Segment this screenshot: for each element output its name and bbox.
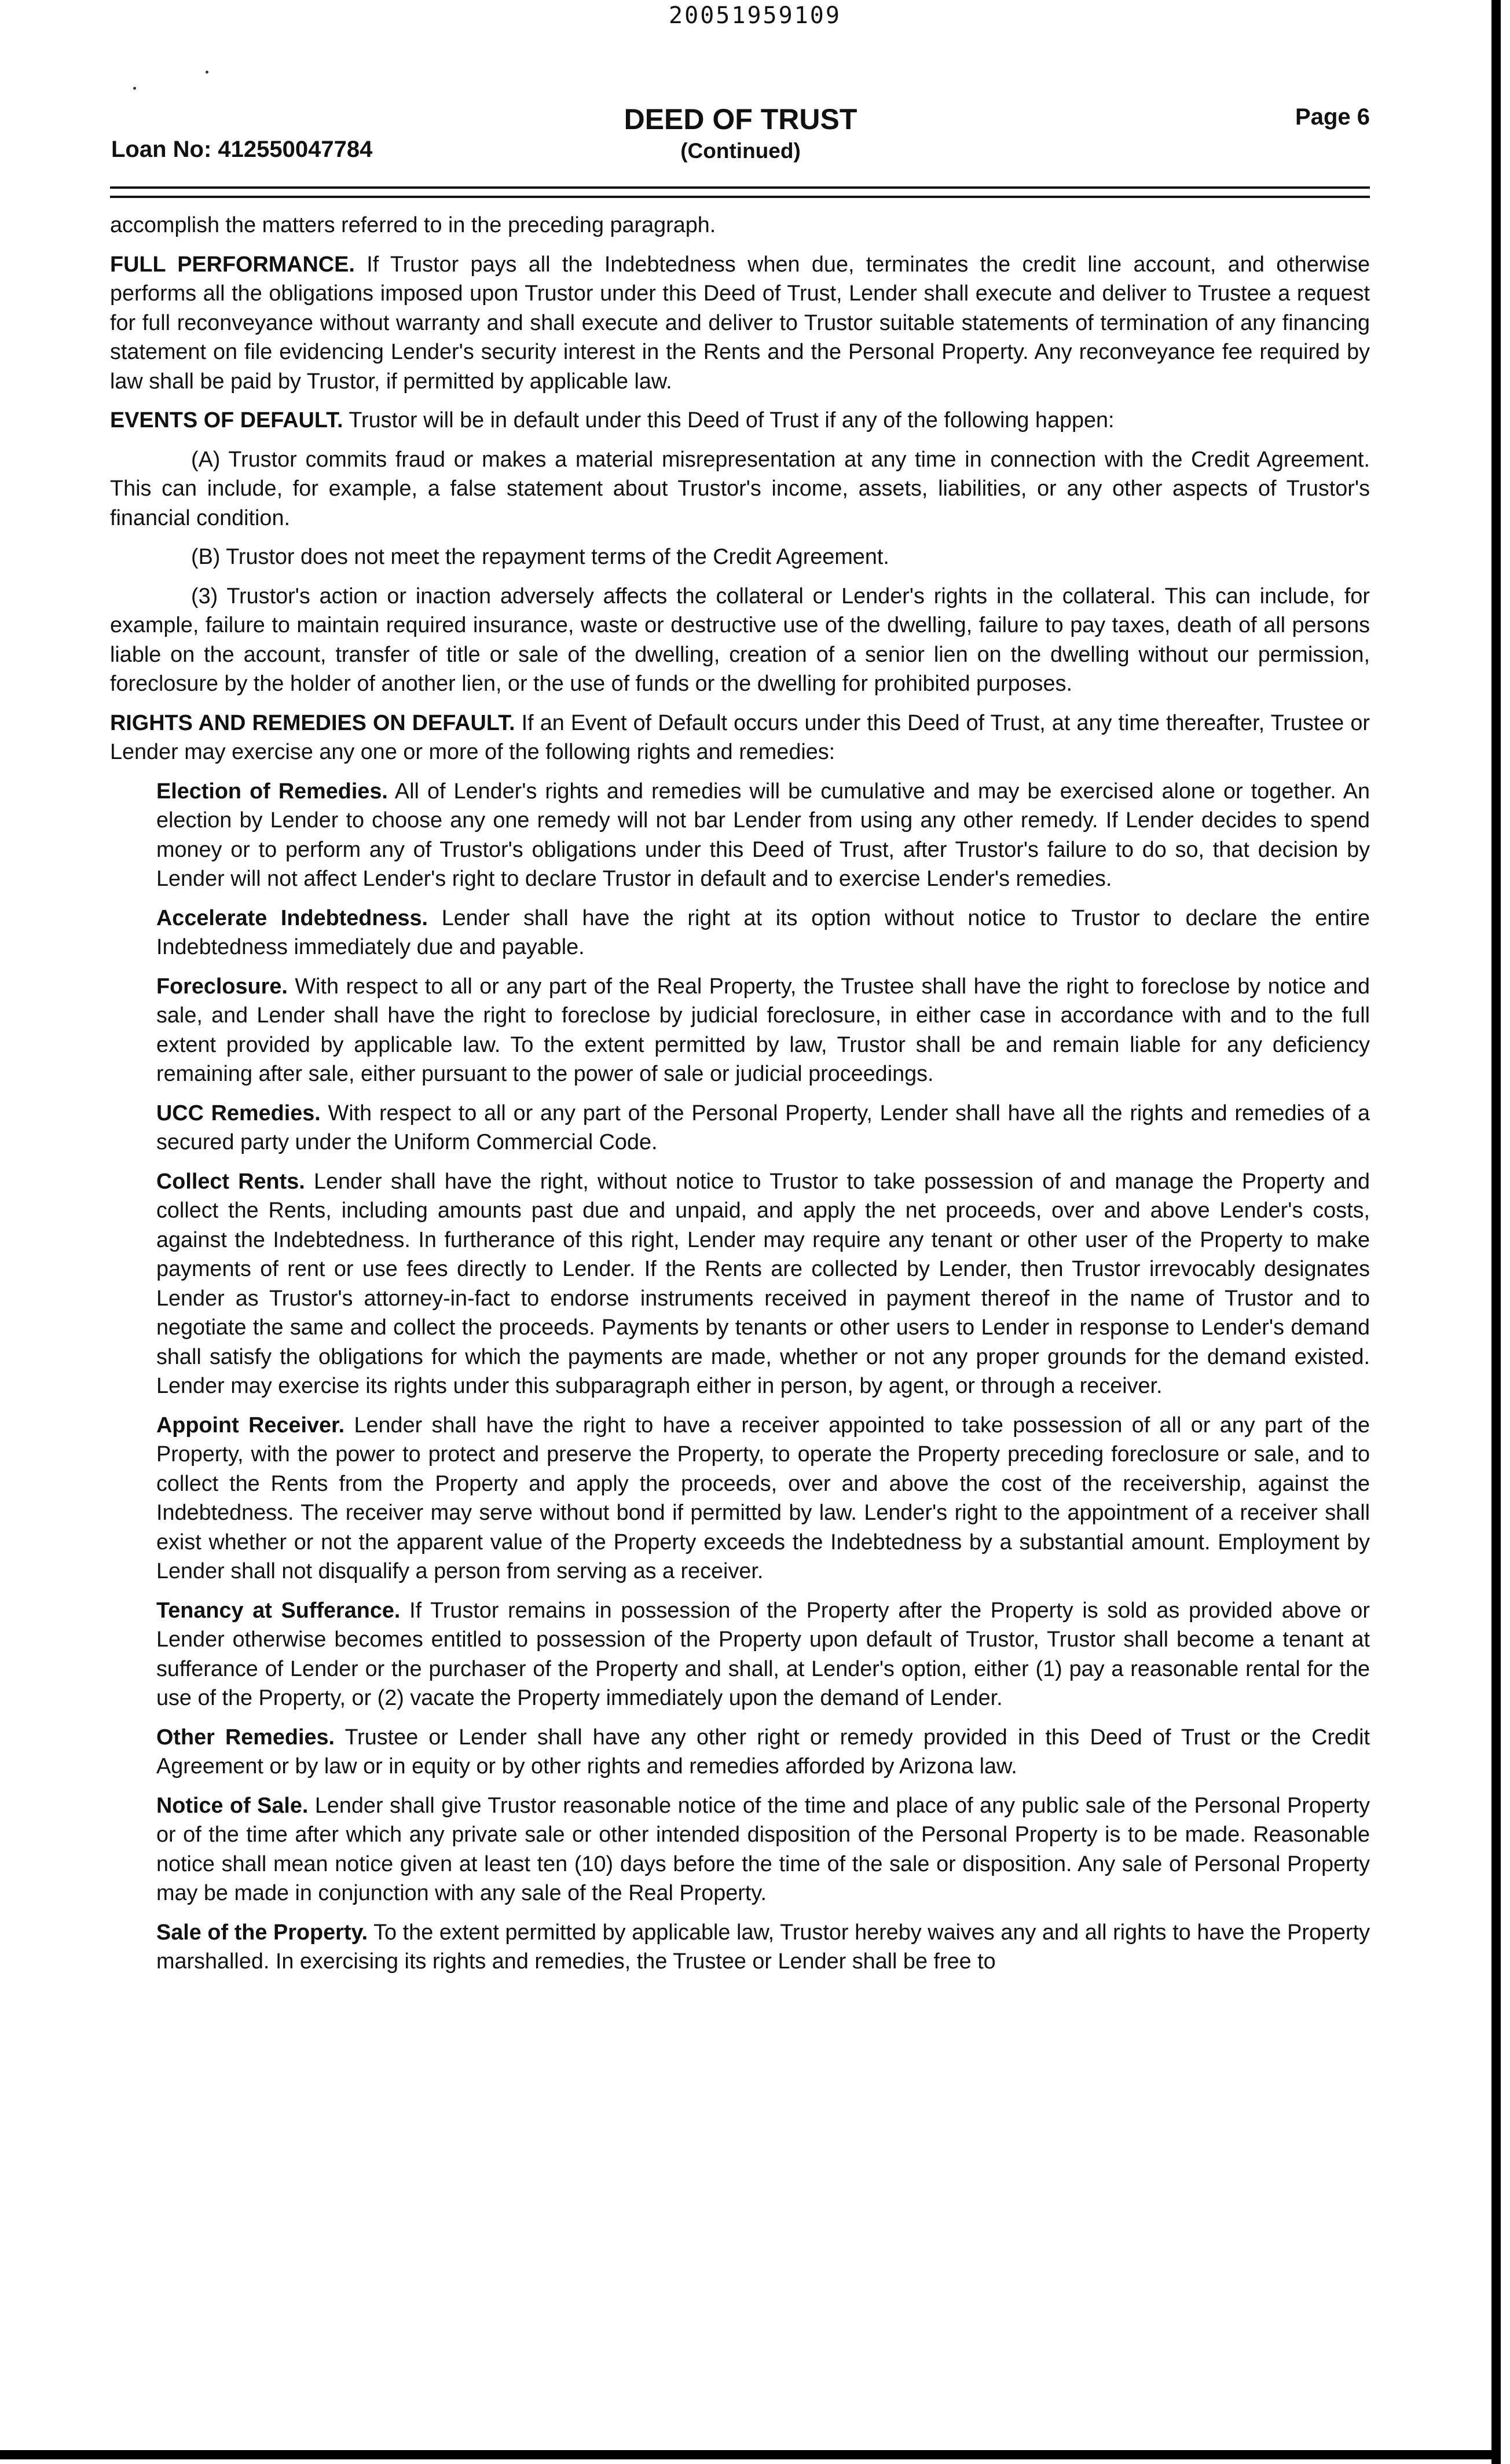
paragraph-text: Trustee or Lender shall have any other right or remedy provided in this Deed of Trust or the Credit Agreement or by law or in equity or by other rights and remedies afforded by Arizona law.	[156, 1725, 1370, 1779]
paragraph-text: (B) Trustor does not meet the repayment terms of the Credit Agreement.	[191, 545, 889, 569]
section-heading: EVENTS OF DEFAULT.	[110, 408, 343, 432]
subsection-foreclosure	[156, 972, 1370, 1089]
subsection-heading: Accelerate Indebtedness.	[156, 905, 428, 930]
paragraph-text: Lender shall have the right, without notice to Trustor to take possession of and manage the Property and collect the Rents, including amounts past due and unpaid, and apply the net proceeds, over and above Lender's costs, against the Indebtedness. In furtherance of this right, Lender may require any tenant or other user of the Property to make payments of rent or use fees directly to Lender. If the Rents are collected by Lender, then Trustor irrevocably designates Lender as Trustor's attorney-in-fact to endorse instruments received in payment thereof in the name of Trustor and to negotiate the same and collect the proceeds. Payments by tenants or other users to Lender in response to Lender's demand shall satisfy the obligations for which the payments are made, whether or not any proper grounds for the demand existed. Lender may exercise its rights under this subparagraph either in person, by agent, or through a receiver.	[156, 1169, 1370, 1398]
scan-speck	[206, 71, 208, 74]
subsection-notice-of-sale	[156, 1791, 1370, 1908]
document-subtitle: (Continued)	[680, 139, 801, 163]
subsection-election-of-remedies	[156, 777, 1370, 894]
document-body	[110, 211, 1370, 1986]
section-heading: RIGHTS AND REMEDIES ON DEFAULT.	[110, 710, 515, 735]
paragraph-text: If Trustor pays all the Indebtedness when due, terminates the credit line account, and otherwise performs all the obligations imposed upon Trustor under this Deed of Trust, Lender shall execute and deliver to Trustee a request for full reconveyance without warranty and shall execute and deliver to Trustor suitable statements of termination of any financing statement on file evidencing Lender's security interest in the Rents and the Personal Property. Any reconveyance fee required by law shall be paid by Trustor, if permitted by applicable law.	[110, 252, 1370, 394]
scan-speck	[133, 87, 136, 90]
paragraph-text: All of Lender's rights and remedies will be cumulative and may be exercised alone or together. An election by Lender to choose any one remedy will not bar Lender from using any other remedy. If Lender decides to spend money or to perform any of Trustor's obligations under this Deed of Trust, after Trustor's failure to do so, that decision by Lender will not affect Lender's right to declare Trustor in default and to exercise Lender's remedies.	[156, 779, 1370, 891]
paragraph-text: (3) Trustor's action or inaction adversely affects the collateral or Lender's rights in the collateral. This can include, for example, failure to maintain required insurance, waste or destructive use of the dwelling, failure to pay taxes, death of all persons liable on the account, transfer of title or sale of the dwelling, creation of a senior lien on the dwelling without our permission, foreclosure by the holder of another lien, or the use of funds or the dwelling for prohibited purposes.	[110, 584, 1370, 696]
paragraph-continuation	[110, 211, 1370, 240]
subsection-other-remedies	[156, 1723, 1370, 1781]
subsection-tenancy-at-sufferance	[156, 1596, 1370, 1713]
subsection-heading: Appoint Receiver.	[156, 1413, 345, 1438]
header-rule-top	[110, 186, 1370, 189]
paragraph-text: With respect to all or any part of the Personal Property, Lender shall have all the rights and remedies of a secured party under the Uniform Commercial Code.	[156, 1101, 1370, 1154]
subsection-heading: Other Remedies.	[156, 1725, 335, 1750]
subsection-sale-of-property	[156, 1918, 1370, 1977]
paragraph-rights-remedies	[110, 709, 1370, 767]
loan-number: Loan No: 412550047784	[111, 137, 373, 162]
default-item-c	[110, 582, 1370, 699]
section-heading: FULL PERFORMANCE.	[110, 252, 355, 277]
subsection-heading: Collect Rents.	[156, 1169, 305, 1194]
page-edge-right	[1491, 0, 1501, 2464]
subsection-appoint-receiver	[156, 1411, 1370, 1586]
paragraph-text: (A) Trustor commits fraud or makes a material misrepresentation at any time in connection with the Credit Agreement. This can include, for example, a false statement about Trustor's income, assets, liabilities, or any other aspects of Trustor's financial condition.	[110, 447, 1370, 530]
subsection-heading: Tenancy at Sufferance.	[156, 1598, 401, 1623]
page-edge-bottom	[0, 2450, 1501, 2459]
header-center	[111, 102, 1370, 166]
paragraph-text: With respect to all or any part of the Real Property, the Trustee shall have the right to foreclose by notice and sale, and Lender shall have the right to foreclose by judicial foreclosure, in either case in accordance with and to the full extent provided by applicable law. To the extent permitted by law, Trustor shall be and remain liable for any deficiency remaining after sale, either pursuant to the power of sale or judicial proceedings.	[156, 974, 1370, 1086]
paragraph-full-performance	[110, 250, 1370, 397]
subsection-heading: Election of Remedies.	[156, 779, 388, 804]
subsection-heading: Notice of Sale.	[156, 1793, 309, 1818]
document-title: DEED OF TRUST	[624, 103, 857, 135]
subsection-ucc-remedies	[156, 1099, 1370, 1157]
paragraph-text: To the extent permitted by applicable law, Trustor hereby waives any and all rights to have the Property marshalled. In exercising its rights and remedies, the Trustee or Lender shall be free to	[156, 1920, 1370, 1974]
paragraph-text: Lender shall have the right at its option without notice to Trustor to declare the entire Indebtedness immediately due and payable.	[156, 905, 1370, 959]
paragraph-text: If Trustor remains in possession of the Property after the Property is sold as provided above or Lender otherwise becomes entitled to possession of the Property upon default of Trustor, Trustor shall become a tenant at sufferance of Lender or the purchaser of the Property and shall, at Lender's option, either (1) pay a reasonable rental for the use of the Property, or (2) vacate the Property immediately upon the demand of Lender.	[156, 1598, 1370, 1710]
paragraph-text: If an Event of Default occurs under this Deed of Trust, at any time thereafter, Trustee or Lender may exercise any one or more of the following rights and remedies:	[110, 710, 1370, 764]
document-number: 20051959109	[669, 2, 841, 29]
paragraph-text: Lender shall give Trustor reasonable notice of the time and place of any public sale of the Personal Property or of the time after which any private sale or other intended disposition of the Personal Property is to be made. Reasonable notice shall mean notice given at least ten (10) days before the time of the sale or disposition. Any sale of Personal Property may be made in conjunction with any sale of the Real Property.	[156, 1793, 1370, 1905]
paragraph-text: accomplish the matters referred to in the preceding paragraph.	[110, 213, 716, 237]
paragraph-text: Trustor will be in default under this Deed of Trust if any of the following happen:	[343, 408, 1115, 432]
subsection-heading: Foreclosure.	[156, 974, 288, 999]
page-number: Page 6	[1295, 104, 1370, 130]
subsection-heading: Sale of the Property.	[156, 1920, 368, 1945]
default-item-b	[110, 542, 1370, 572]
subsection-heading: UCC Remedies.	[156, 1101, 321, 1125]
paragraph-events-of-default	[110, 406, 1370, 435]
subsection-accelerate-indebtedness	[156, 904, 1370, 962]
default-item-a	[110, 445, 1370, 533]
page-header	[111, 102, 1370, 166]
subsection-collect-rents	[156, 1167, 1370, 1401]
paragraph-text: Lender shall have the right to have a receiver appointed to take possession of all or any part of the Property, with the power to protect and preserve the Property, to operate the Property preceding foreclosure or sale, and to collect the Rents from the Property and apply the proceeds, over and above the cost of the receivership, against the Indebtedness. The receiver may serve without bond if permitted by law. Lender's right to the appointment of a receiver shall exist whether or not the apparent value of the Property exceeds the Indebtedness by a substantial amount. Employment by Lender shall not disqualify a person from serving as a receiver.	[156, 1413, 1370, 1583]
header-rule-bottom	[110, 196, 1370, 198]
